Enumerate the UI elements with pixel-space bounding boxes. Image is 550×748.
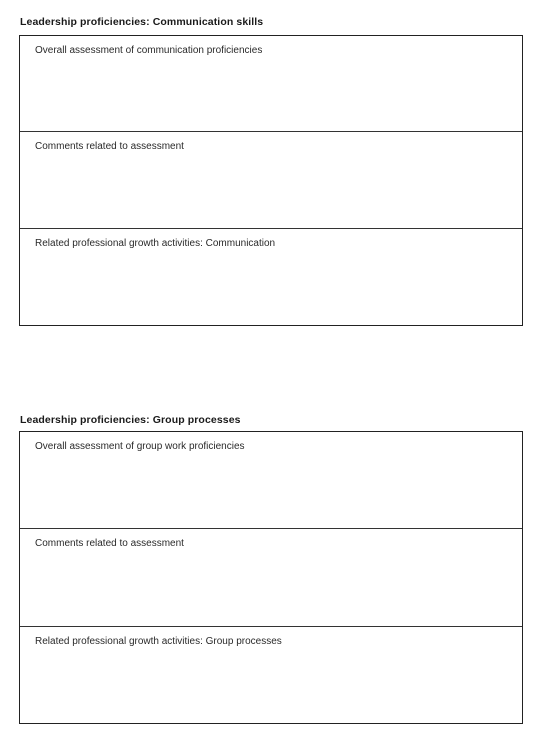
field-label: Overall assessment of group work proficiencies [35, 441, 245, 452]
writing-area[interactable] [20, 432, 522, 528]
section-title: Leadership proficiencies: Group processes [20, 414, 241, 426]
form-box [19, 431, 523, 724]
field-growth-activities [20, 627, 522, 722]
field-overall-assessment [20, 36, 522, 132]
field-comments [20, 132, 522, 229]
writing-area[interactable] [20, 132, 522, 228]
field-label: Related professional growth activities: Communication [35, 238, 276, 249]
field-growth-activities [20, 229, 522, 324]
writing-area[interactable] [20, 627, 522, 722]
form-box [19, 35, 523, 326]
writing-area[interactable] [20, 36, 522, 131]
field-label: Comments related to assessment [35, 141, 184, 152]
field-label: Related professional growth activities: Group processes [35, 636, 282, 647]
section-title: Leadership proficiencies: Communication skills [20, 16, 264, 28]
writing-area[interactable] [20, 229, 522, 324]
field-label: Overall assessment of communication proficiencies [35, 45, 263, 56]
field-overall-assessment [20, 432, 522, 529]
field-comments [20, 529, 522, 627]
field-label: Comments related to assessment [35, 538, 184, 549]
writing-area[interactable] [20, 529, 522, 626]
